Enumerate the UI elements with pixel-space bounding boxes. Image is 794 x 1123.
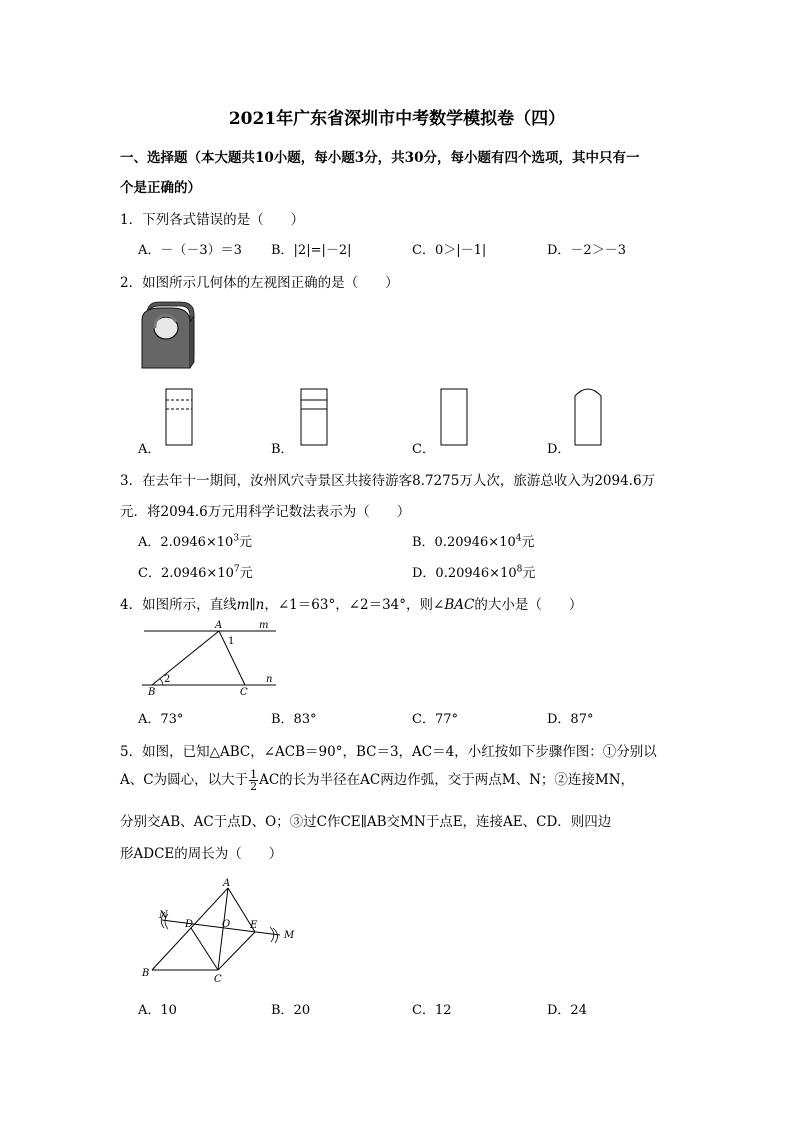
- q5-option-d: D．24: [547, 1003, 587, 1018]
- q2-option-b-figure: [300, 388, 328, 446]
- q5-option-a: A．10: [138, 1003, 177, 1018]
- q5-construction-figure: [140, 876, 300, 986]
- q5-label-m: M: [284, 930, 295, 941]
- section-heading-line1: 一、选择题（本大题共10小题，每小题3分，共30分，每小题有四个选项，其中只有一: [120, 150, 640, 166]
- q5-label-b: B: [142, 968, 150, 979]
- q4-label-m: m: [259, 620, 269, 631]
- q1-option-a: A．－（－3）＝3: [138, 243, 242, 258]
- question-5-stem-line2: A、C为圆心，以大于 $\frac{1}{2}$ AC的长为半径在AC两边作弧，交于两点M、N；②连接MN，: [120, 768, 635, 793]
- q2-option-d: D．: [547, 442, 571, 457]
- question-2-stem: 2．如图所示几何体的左视图正确的是（ ）: [120, 275, 399, 291]
- q3-option-c: C．$2.0946\times 10^7$元: [138, 564, 253, 581]
- q1-option-b: B．|2|=|－2|: [271, 243, 352, 258]
- q2-option-b: B．: [271, 442, 294, 457]
- q5-label-n: N: [159, 910, 168, 921]
- q4-label-c: C: [240, 687, 248, 698]
- question-5-stem-line4: 形ADCE的周长为（ ）: [120, 846, 283, 862]
- q4-option-d: D．87°: [547, 712, 594, 727]
- fraction-one-half: $\frac{1}{2}$: [250, 768, 258, 793]
- question-5-stem-line3: 分别交AB、AC于点D、O；③过C作CE∥AB交MN于点E，连接AE、CD．则四边: [120, 814, 612, 830]
- q2-option-a-figure: [165, 388, 193, 446]
- q3-option-a: A．$2.0946\times 10^3$元: [138, 533, 253, 550]
- q4-label-a: A: [215, 620, 223, 631]
- q5-label-o: O: [222, 919, 231, 930]
- q5-option-b: B．20: [271, 1003, 311, 1018]
- q4-label-n: n: [266, 674, 273, 685]
- page-title: 2021年广东省深圳市中考数学模拟卷（四）: [228, 109, 566, 129]
- q1-option-c: C．0＞|－1|: [412, 243, 487, 258]
- q5-label-a: A: [223, 878, 231, 889]
- q2-option-d-figure: [574, 384, 602, 446]
- q5-label-c: C: [214, 974, 222, 985]
- q4-parallel-lines-figure: [140, 618, 280, 698]
- question-3-stem-line2: 元．将2094.6万元用科学记数法表示为（ ）: [120, 504, 411, 520]
- q4-option-b: B．83°: [271, 712, 317, 727]
- q4-label-b: B: [148, 687, 156, 698]
- q4-label-2: 2: [164, 674, 171, 685]
- q1-option-d: D．－2＞－3: [547, 243, 626, 258]
- q2-option-c: C．: [412, 442, 435, 457]
- q5-option-c: C．12: [412, 1003, 452, 1018]
- q2-solid-figure: [140, 300, 200, 372]
- q3-option-b: B．$0.20946\times 10^4$元: [412, 533, 535, 550]
- question-5-stem-line1: 5．如图，已知△ABC，∠ACB＝90°，BC＝3，AC＝4，小红按如下步骤作图：①分别以: [120, 744, 657, 760]
- q4-label-1: 1: [228, 636, 235, 647]
- q2-option-a: A．: [138, 442, 161, 457]
- q4-option-a: A．73°: [138, 712, 184, 727]
- question-1-stem: 1．下列各式错误的是（ ）: [120, 212, 305, 228]
- section-heading-line2: 个是正确的）: [120, 180, 201, 196]
- q4-option-c: C．77°: [412, 712, 458, 727]
- q2-option-c-figure: [440, 388, 468, 446]
- q3-option-d: D．$0.20946\times 10^8$元: [412, 564, 536, 581]
- question-3-stem-line1: 3．在去年十一期间，汝州风穴寺景区共接待游客8.7275万人次，旅游总收入为2094.6万: [120, 473, 656, 489]
- q5-label-e: E: [250, 920, 258, 931]
- question-4-stem: 4．如图所示，直线m∥n，∠1＝63°，∠2＝34°，则∠BAC的大小是（ ）: [120, 597, 583, 613]
- q5-label-d: D: [185, 919, 194, 930]
